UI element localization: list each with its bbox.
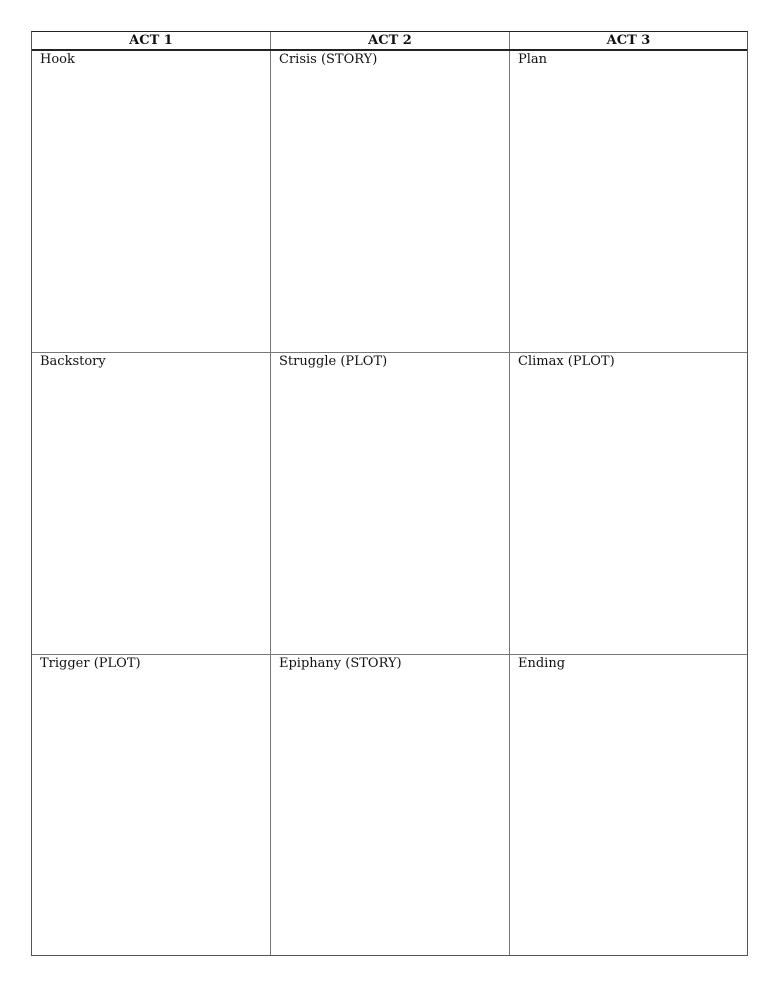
cell-climax[interactable]: Climax (PLOT) [510,353,747,655]
table-body [32,51,747,955]
cell-backstory[interactable]: Backstory [32,353,271,655]
cell-struggle[interactable]: Struggle (PLOT) [271,353,510,655]
cell-hook[interactable]: Hook [32,51,271,353]
cell-epiphany[interactable]: Epiphany (STORY) [271,655,510,955]
cell-ending[interactable]: Ending [518,656,566,671]
table-header-row [32,32,747,51]
cell-plan[interactable]: Plan [510,51,747,353]
cell-trigger[interactable]: Trigger (PLOT) [32,655,271,955]
three-act-structure-table [31,31,748,956]
header-act-2: ACT 2 [271,32,510,49]
header-act-1: ACT 1 [32,32,271,49]
cell-crisis[interactable]: Crisis (STORY) [271,51,510,353]
header-act-3: ACT 3 [606,33,651,48]
